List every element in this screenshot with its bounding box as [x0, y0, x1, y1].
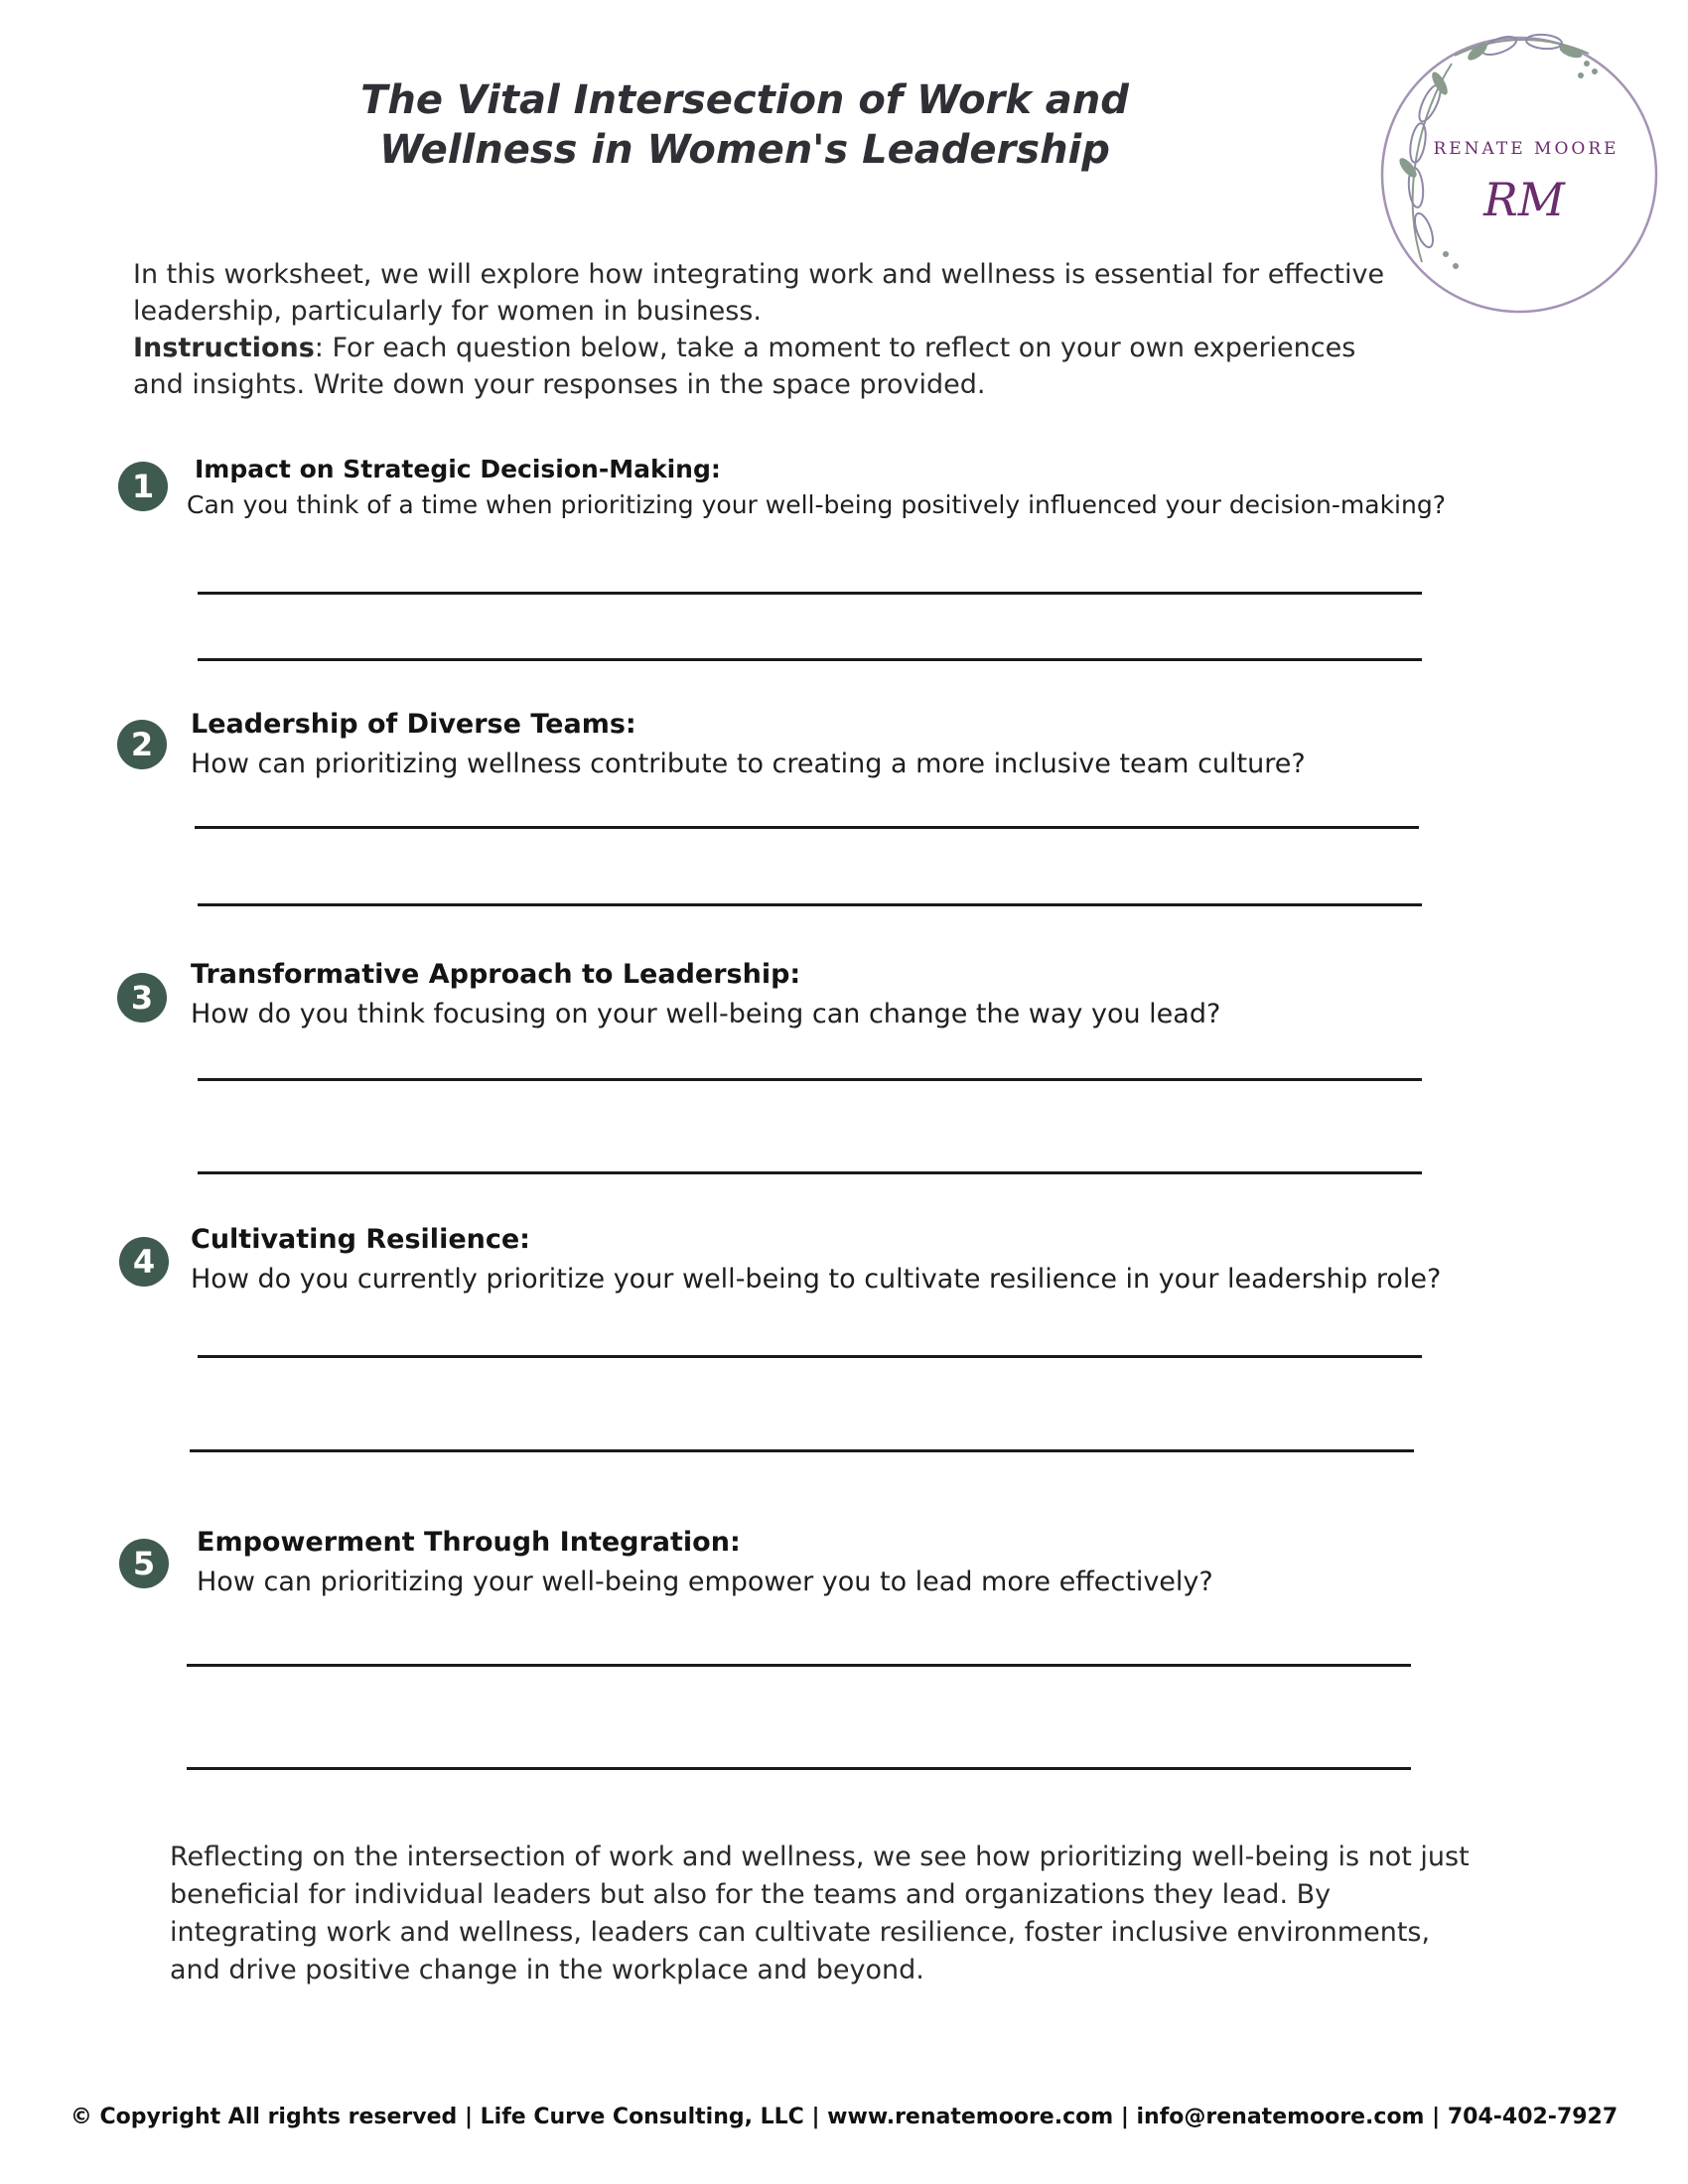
question-text: How do you currently prioritize your well-being to cultivate resilience in your leadership role?: [191, 1264, 1442, 1295]
question-heading: Transformative Approach to Leadership:: [191, 959, 801, 990]
answer-line[interactable]: [198, 592, 1422, 595]
number-badge-3-icon: 3: [117, 973, 167, 1023]
question-heading: Leadership of Diverse Teams:: [191, 709, 636, 740]
page-title: [298, 75, 1192, 175]
instructions: [133, 330, 1414, 403]
instructions-text: : For each question below, take a moment to reflect on your own experiences and insights. Write down your responses in the space provided.: [133, 333, 1356, 400]
closing-paragraph: Reflecting on the intersection of work and wellness, we see how prioritizing well-being is not just beneficial for individual leaders but also for the teams and organizations they lead. By integrating work and wellness, leaders can cultivate resilience, foster inclusive environments, and drive positive change in the workplace and beyond.: [170, 1842, 1470, 1985]
question-heading: Empowerment Through Integration:: [197, 1527, 741, 1558]
answer-line[interactable]: [198, 658, 1422, 661]
number-badge-4-icon: 4: [119, 1237, 169, 1287]
question-heading: Cultivating Resilience:: [191, 1224, 530, 1255]
question-heading: Impact on Strategic Decision-Making:: [195, 455, 721, 483]
answer-line[interactable]: [187, 1664, 1411, 1667]
question-text: How can prioritizing your well-being empower you to lead more effectively?: [197, 1567, 1213, 1597]
answer-line[interactable]: [198, 903, 1422, 906]
intro-section: [133, 256, 1414, 403]
copyright-footer: © Copyright All rights reserved | Life Curve Consulting, LLC | www.renatemoore.com | info@renatemoore.com | 704-402-7927: [70, 2105, 1618, 2129]
question-text: How do you think focusing on your well-being can change the way you lead?: [191, 999, 1221, 1029]
title-line-2: Wellness in Women's Leadership: [379, 127, 1110, 173]
question-text: Can you think of a time when prioritizing your well-being positively influenced your decision-making?: [187, 490, 1446, 519]
answer-line[interactable]: [198, 1171, 1422, 1174]
number-badge-1-icon: 1: [118, 462, 168, 511]
answer-line[interactable]: [187, 1767, 1411, 1770]
number-badge-5-icon: 5: [119, 1539, 169, 1588]
answer-line[interactable]: [190, 1449, 1414, 1452]
logo-name: RENATE MOORE: [1433, 139, 1619, 159]
logo-monogram: RM: [1483, 173, 1565, 226]
title-line-1: The Vital Intersection of Work and: [360, 77, 1129, 123]
number-badge-2-icon: 2: [117, 720, 167, 769]
answer-line[interactable]: [198, 1078, 1422, 1081]
instructions-label: Instructions: [133, 333, 315, 363]
answer-line[interactable]: [198, 1355, 1422, 1358]
question-text: How can prioritizing wellness contribute to creating a more inclusive team culture?: [191, 749, 1306, 779]
intro-paragraph: In this worksheet, we will explore how integrating work and wellness is essential for effective leadership, particularly for women in business.: [133, 259, 1385, 327]
answer-line[interactable]: [195, 826, 1419, 829]
